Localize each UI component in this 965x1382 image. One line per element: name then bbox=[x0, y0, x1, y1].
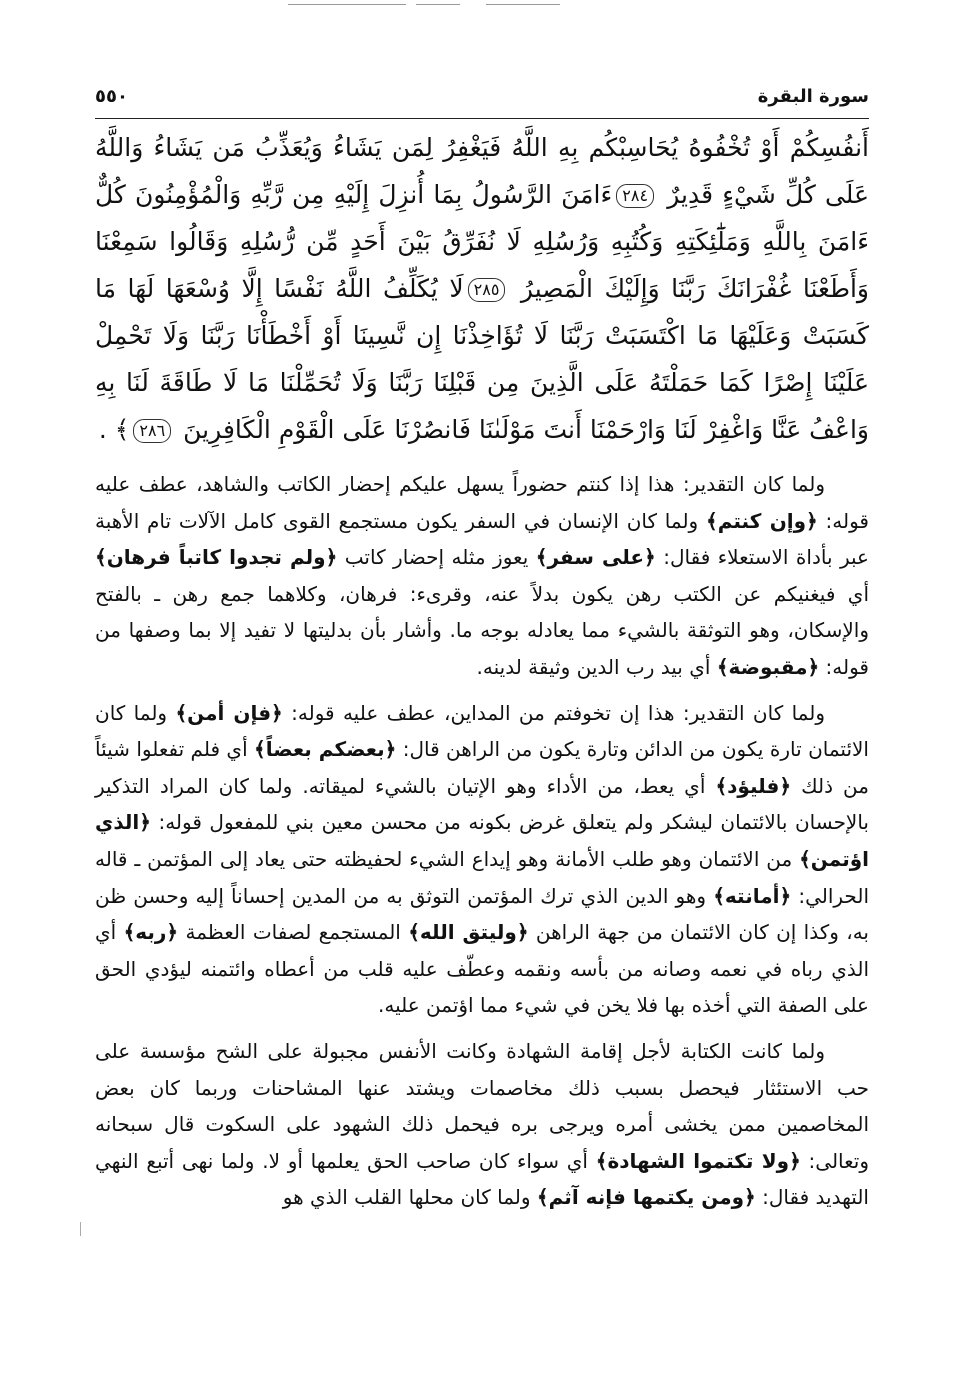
quoted-verse-phrase: ﴿وليتق الله﴾ bbox=[408, 920, 529, 945]
scan-mark bbox=[288, 4, 406, 5]
commentary-text-run: أي سواء كان صاحب الحق يعلمها أو لا. ولما نهى أتبع النهي التهديد فقال: bbox=[95, 1148, 869, 1210]
quoted-verse-phrase: ﴿وإن كنتم﴾ bbox=[705, 508, 818, 533]
margin-mark bbox=[80, 1222, 81, 1236]
commentary-text-run: ولما كان الائتمان تارة يكون من الدائن وتارة يكون من الراهن قال: bbox=[95, 700, 869, 762]
quoted-verse-phrase: ﴿ولا تكتموا الشهادة﴾ bbox=[595, 1148, 801, 1173]
commentary-paragraph bbox=[95, 466, 869, 686]
commentary-text bbox=[95, 466, 869, 1225]
commentary-text-run: ولما كان التقدير: هذا إن تخوفتم من المداين، عطف عليه قوله: bbox=[282, 700, 825, 725]
page-number: ٥٥٠ bbox=[95, 86, 128, 107]
commentary-text-run: أي بيد رب الدين وثيقة لدينه. bbox=[476, 654, 717, 679]
commentary-text-run: ولما كانت الكتابة لأجل إقامة الشهادة وكانت الأنفس مجبولة على الشح مؤسسة على حب الاستئثار فيحصل بسبب ذلك مخاصمات ويشتد عنها المشاحنات وربما كان بعض المخاصمين ممن يخشى أمره ويرجى بره فيحمل ذلك الشهود على السكوت قال سبحانه وتعالى: bbox=[95, 1038, 870, 1173]
quoted-verse-phrase: ﴿فليؤد﴾ bbox=[715, 773, 792, 798]
quoted-verse-phrase: ﴿أمانته﴾ bbox=[713, 883, 792, 908]
commentary-paragraph bbox=[95, 1033, 869, 1216]
quran-verse-text: ءَامَنَ الرَّسُولُ بِمَا أُنزِلَ إِلَيْهِ مِن رَّبِّهِ وَالْمُؤْمِنُونَ كُلٌّ ءَامَنَ بِاللَّهِ وَمَلَٰٓئِكَتِهِ وَكُتُبِهِ وَرُسُلِهِ لَا نُفَرِّقُ بَيْنَ أَحَدٍ مِّن رُّسُلِهِ وَقَالُوا سَمِعْنَا وَأَطَعْنَا غُفْرَانَكَ رَبَّنَا وَإِلَيْكَ الْمَصِيرُ bbox=[95, 180, 869, 303]
surah-name: سورة البقرة bbox=[757, 86, 869, 107]
commentary-text-run: أي الذي رباه في نعمه وصانه من بأسه ونقمه وعطّف عليه قلب من أعطاه وائتمنه ليؤدي الحق على الصفة التي أخذه بها فلا يخن في شيء مما اؤتمن عليه. bbox=[95, 920, 869, 1018]
commentary-text-run: ولما كان محلها القلب الذي هو bbox=[282, 1185, 537, 1210]
commentary-text-run: من الائتمان وهو طلب الأمانة وهو إيداع الشيء لحفيظته حتى يعاد إلى المؤتمن ـ قاله الحرالي: bbox=[95, 846, 869, 908]
commentary-text-run: المستجمع لصفات العظمة bbox=[178, 920, 409, 945]
commentary-text-run: يعوز مثله إحضار كاتب bbox=[337, 545, 536, 570]
quran-verses-block bbox=[95, 124, 869, 453]
running-header bbox=[95, 84, 869, 114]
scan-artifact-marks bbox=[0, 4, 965, 10]
quran-verse-text: أَنفُسِكُمْ أَوْ تُخْفُوهُ يُحَاسِبْكُم بِهِ اللَّهُ فَيَغْفِرُ لِمَن يَشَاءُ وَيُعَذِّبُ مَن يَشَاءُ وَاللَّهُ عَلَى كُلِّ شَيْءٍ قَدِيرٌ bbox=[95, 133, 869, 209]
commentary-text-run: ولما كان الإنسان في السفر يكون مستجمع القوى كامل الآلات تام الأهبة عبر بأداة الاستعلاء فقال: bbox=[95, 508, 869, 570]
ayah-number-marker: ٢٨٦ bbox=[133, 419, 171, 443]
commentary-text-run: ولما كان التقدير: هذا إذا كنتم حضوراً يسهل عليكم إحضار الكاتب والشاهد، عطف عليه قوله: bbox=[95, 472, 869, 533]
quoted-verse-phrase: ﴿الذي اؤتمن﴾ bbox=[95, 810, 869, 871]
scan-mark bbox=[486, 4, 560, 5]
quoted-verse-phrase: ﴿مقبوضة﴾ bbox=[716, 654, 820, 679]
header-rule bbox=[95, 118, 869, 119]
ayah-number-marker: ٢٨٥ bbox=[468, 278, 506, 302]
quoted-verse-phrase: ﴿فإن أمن﴾ bbox=[175, 700, 283, 725]
quoted-verse-phrase: ﴿ربه﴾ bbox=[123, 920, 179, 945]
commentary-text-run: أي يعط، من الأداء وهو الإتيان بالشيء لميقاته. ولما كان المراد التذكير بالإحسان بالائتمان ليشكر ولم يتعلق غرض بكونه من محسن معين بني للمفعول قوله: bbox=[95, 773, 869, 835]
quran-verse-text: ﴾ . bbox=[98, 415, 130, 444]
commentary-text-run: أي فلم تفعلوا شيئاً من ذلك bbox=[95, 737, 869, 798]
commentary-paragraph bbox=[95, 695, 869, 1024]
quoted-verse-phrase: ﴿بعضكم بعضاً﴾ bbox=[254, 737, 397, 762]
quran-verse-text: لَا يُكَلِّفُ اللَّهُ نَفْسًا إِلَّا وُسْعَهَا لَهَا مَا كَسَبَتْ وَعَلَيْهَا مَا اكْتَسَبَتْ رَبَّنَا لَا تُؤَاخِذْنَا إِن نَّسِينَا أَوْ أَخْطَأْنَا رَبَّنَا وَلَا تَحْمِلْ عَلَيْنَا إِصْرًا كَمَا حَمَلْتَهُ عَلَى الَّذِينَ مِن قَبْلِنَا رَبَّنَا وَلَا تُحَمِّلْنَا مَا لَا طَاقَةَ لَنَا بِهِ وَاعْفُ عَنَّا وَاغْفِرْ لَنَا وَارْحَمْنَا أَنتَ مَوْلَىٰنَا فَانصُرْنَا عَلَى الْقَوْمِ الْكَافِرِينَ bbox=[95, 274, 869, 444]
commentary-text-run: وهو الدين الذي ترك المؤتمن التوثق به من المدين إحساناً إليه وحسن ظن به، وكذا إن كان الائتمان من جهة الراهن bbox=[95, 883, 869, 945]
ayah-number-marker: ٢٨٤ bbox=[616, 184, 654, 208]
scan-mark bbox=[416, 4, 460, 5]
quoted-verse-phrase: ﴿على سفر﴾ bbox=[535, 545, 656, 570]
commentary-text-run: أي فيغنيكم عن الكتب رهن يكون بدلاً عنه، وقرىء: فرهان، وكلاهما جمع رهن ـ بالفتح والإسكان، وهو التوثقة بالشيء مما يعادله بوجه ما. وأشار بأن بدليتها لا تفيد إلا بما وصفها من قوله: bbox=[95, 581, 869, 679]
quoted-verse-phrase: ﴿ومن يكتمها فإنه آثم﴾ bbox=[536, 1185, 756, 1210]
quoted-verse-phrase: ﴿ولم تجدوا كاتباً فرهان﴾ bbox=[95, 545, 338, 570]
